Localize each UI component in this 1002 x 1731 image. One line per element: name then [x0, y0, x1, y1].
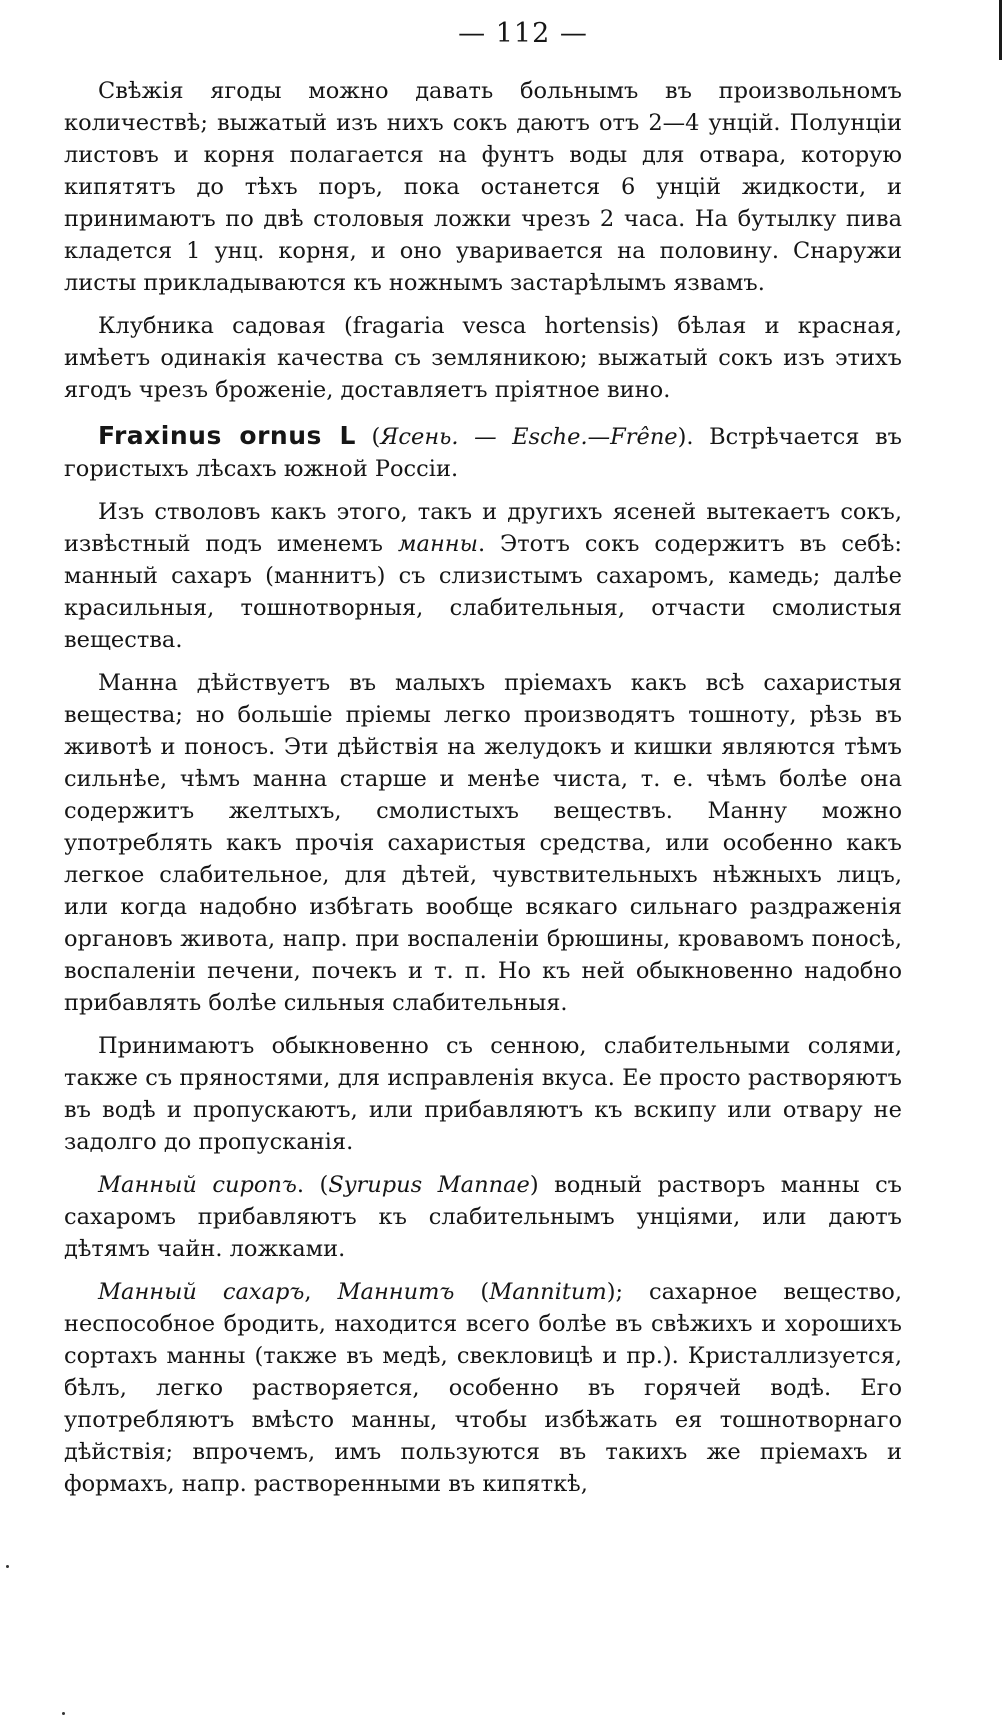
manna-syrup-text: ) водный растворъ манны съ сахаромъ прибавляютъ къ слабительнымъ унціями, или даютъ дѣтямъ чайн. ложками.	[64, 1172, 903, 1262]
paren-open: (	[355, 424, 381, 450]
mannitol-term: Маннитъ	[337, 1279, 455, 1305]
paragraph-mannitol	[64, 1276, 902, 1500]
manna-syrup-term: Манный сиропъ	[98, 1172, 297, 1198]
paragraph-manna-syrup	[64, 1169, 902, 1265]
margin-speck	[62, 1712, 65, 1715]
manna-syrup-latin: Syrupus Mannae	[328, 1172, 530, 1198]
manna-term: манны	[397, 531, 478, 557]
species-habitat: ). Встрѣчается въ гористыхъ лѣсахъ южной Россіи.	[64, 424, 902, 482]
paragraph-manna-action: Манна дѣйствуетъ въ малыхъ пріемахъ какъ всѣ сахаристыя вещества; но большіе пріемы легко производятъ тошноту, рѣзь въ животѣ и поносъ. Эти дѣйствія на желудокъ и кишки являются тѣмъ сильнѣе, чѣмъ манна старше и менѣе чиста, т. е. чѣмъ болѣе она содержитъ желтыхъ, смолистыхъ веществъ. Манну можно употреблять какъ прочія сахаристыя средства, или особенно какъ легкое слабительное, для дѣтей, чувствительныхъ нѣжныхъ лицъ, или когда надобно избѣгать вообще всякаго сильнаго раздраженія органовъ живота, напр. при воспаленіи брюшины, кровавомъ поносѣ, воспаленіи печени, почекъ и т. п. Но къ ней обыкновенно надобно прибавлять болѣе сильныя слабительныя.	[64, 670, 902, 1016]
page-number: — 112 —	[458, 18, 588, 49]
mannitol-paren: (	[454, 1279, 490, 1305]
species-latin-name: Fraxinus ornus L	[98, 421, 356, 450]
paragraph-garden-strawberry: Клубника садовая (fragaria vesca hortensis) бѣлая и красная, имѣетъ одинакія качества съ земляникою; выжатый сокъ изъ этихъ ягодъ чрезъ броженіе, доставляетъ пріятное вино.	[64, 313, 902, 403]
paragraph-fraxinus-heading	[64, 420, 902, 485]
margin-speck	[6, 1565, 9, 1568]
manna-syrup-sep: . (	[296, 1172, 329, 1198]
manna-source-after: . Этотъ сокъ содержитъ въ себѣ: манный сахаръ (маннитъ) съ слизистымъ сахаромъ, камедь; далѣе красильныя, тошнотворныя, слабительныя, отчасти смолистыя вещества.	[64, 531, 902, 653]
species-common-names: Ясень. — Esche.—Frêne	[380, 424, 678, 450]
paragraph-manna-usage: Принимаютъ обыкновенно съ сенною, слабительными солями, также съ пряностями, для исправленія вкуса. Ее просто растворяютъ въ водѣ и пропускаютъ, или прибавляютъ къ вскипу или отвару не задолго до пропусканія.	[64, 1033, 902, 1155]
paragraph-manna-source	[64, 496, 902, 656]
mannitol-latin: Mannitum	[489, 1279, 607, 1305]
mannitol-sep: ,	[304, 1279, 338, 1305]
paragraph-berries-dosage: Свѣжія ягоды можно давать больнымъ въ произвольномъ количествѣ; выжатый изъ нихъ сокъ даютъ отъ 2—4 унцій. Полунціи листовъ и корня полагается на фунтъ воды для отвара, которую кипятятъ до тѣхъ поръ, пока останется 6 унцій жидкости, и принимаютъ по двѣ столовыя ложки чрезъ 2 часа. На бутылку пива кладется 1 унц. корня, и оно уваривается на половину. Снаружи листы прикладываются къ ножнымъ застарѣлымъ язвамъ.	[64, 78, 902, 296]
manna-source-before: Изъ стволовъ какъ этого, такъ и другихъ ясеней вытекаетъ сокъ, извѣстный подъ именемъ	[64, 499, 902, 557]
mannitol-text: ); сахарное вещество, неспособное бродить, находится всего болѣе въ свѣжихъ и хорошихъ сортахъ манны (также въ медѣ, свекловицѣ и пр.). Кристаллизуется, бѣлъ, легко растворяется, особенно въ горячей водѣ. Его употребляютъ вмѣсто манны, чтобы избѣжать ея тошнотворнаго дѣйствія; впрочемъ, имъ пользуются въ такихъ же пріемахъ и формахъ, напр. растворенными въ кипяткѣ,	[64, 1279, 902, 1497]
manna-sugar-term: Манный сахаръ	[98, 1279, 305, 1305]
